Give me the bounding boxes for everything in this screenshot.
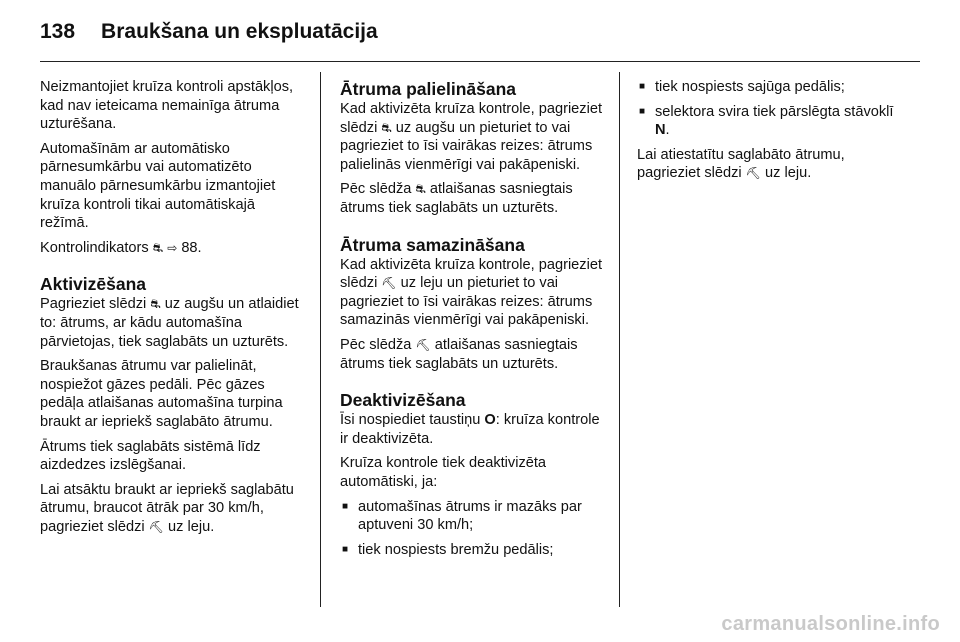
page-reference: 88. — [181, 239, 202, 256]
reference-arrow-icon: ⇨ — [167, 240, 178, 255]
cruise-up-icon: ⛐ — [381, 120, 392, 135]
column-2 — [340, 78, 606, 565]
paragraph — [340, 180, 606, 217]
watermark: carmanualsonline.info — [721, 613, 940, 635]
condition-list — [340, 498, 606, 560]
section-heading-activation: Aktivizēšana — [40, 274, 147, 295]
text-span: uz leju. — [765, 165, 812, 182]
text-span: Pēc slēdža — [340, 336, 412, 353]
list-item: ■ tiek nospiests bremžu pedālis; — [340, 541, 606, 560]
text-span: Lai atiestatītu saglabāto ātrumu, pagrieziet slēdzi — [637, 146, 845, 182]
list-item: ■ automašīnas ātrums ir mazāks par aptuveni 30 km/h; — [340, 498, 606, 535]
column-3 — [637, 78, 903, 189]
list-item: ■ tiek nospiests sajūga pedālis; — [637, 78, 903, 97]
text-span: Kad aktivizēta kruīza kontrole, pagrieziet slēdzi — [340, 256, 603, 292]
paragraph: Neizmantojiet kruīza kontroli apstākļos, kad nav ieteicama nemainīga ātruma uzturēšana. — [40, 79, 294, 133]
paragraph — [340, 256, 606, 330]
cruise-up-icon: ⛐ — [415, 182, 426, 197]
paragraph — [340, 411, 606, 448]
text-span: Pēc slēdža — [340, 181, 412, 198]
text-span: uz augšu un atlaidiet to: ātrums, ar kādu automašīna pārvietojas, tiek saglabāts un uzturēts. — [40, 296, 299, 350]
paragraph — [340, 336, 606, 373]
text-span: uz augšu un pieturiet to vai pagrieziet to īsi vairākas reizes: ātrums palielinās vienmērīgi vai pakāpeniski. — [340, 119, 593, 173]
paragraph: Braukšanas ātrumu var palielināt, nospiežot gāzes pedāli. Pēc gāzes pedāļa atlaišanas automašīna turpina braukt ar iepriekš saglabāto ātrumu. — [40, 358, 283, 430]
paragraph: Ātrums tiek saglabāts sistēmā līdz aizdedzes izslēgšanai. — [40, 438, 261, 474]
paragraph — [40, 239, 306, 258]
list-item — [637, 103, 903, 140]
column-divider-2 — [619, 72, 620, 607]
section-heading-decrease: Ātruma samazināšana — [340, 234, 525, 255]
paragraph — [40, 481, 306, 537]
cruise-down-icon: ⛏ — [381, 276, 397, 291]
text-span: uz leju un pieturiet to vai pagrieziet to īsi vairākas reizes: ātrums samazinās vienmērīgi vai pakāpeniski. — [340, 275, 593, 329]
condition-list-continued — [637, 78, 903, 140]
paragraph — [637, 146, 903, 183]
header-rule — [40, 61, 920, 62]
text-span: Īsi nospiediet taustiņu — [340, 412, 481, 429]
page-number: 138 — [40, 20, 76, 43]
text-span: atlaišanas sasniegtais ātrums tiek saglabāts un uzturēts. — [340, 181, 573, 216]
text-span: atlaišanas sasniegtais ātrums tiek saglabāts un uzturēts. — [340, 336, 578, 372]
off-button-icon: O — [484, 412, 496, 429]
cruise-up-icon: ⛐ — [150, 297, 161, 312]
cruise-down-icon: ⛏ — [148, 519, 164, 534]
text-span: . — [665, 122, 670, 139]
section-heading-increase: Ātruma palielināšana — [340, 79, 517, 99]
text-span: Lai atsāktu braukt ar iepriekš saglabātu ātrumu, braucot ātrāk par 30 km/h, pagrieziet slēdzi — [40, 481, 294, 535]
paragraph — [40, 295, 306, 351]
text-span: Kad aktivizēta kruīza kontrole, pagrieziet slēdzi — [340, 101, 603, 136]
gear-position-label: N — [655, 122, 666, 139]
text-span: Pagrieziet slēdzi — [40, 296, 147, 313]
text-span: selektora svira tiek pārslēgta stāvoklī — [655, 103, 894, 120]
page-title: Braukšana un ekspluatācija — [101, 20, 378, 43]
text-span: uz leju. — [168, 518, 215, 535]
column-1 — [40, 78, 306, 542]
cruise-down-icon: ⛏ — [415, 337, 431, 352]
paragraph — [340, 100, 606, 174]
page-header — [40, 14, 378, 50]
cruise-down-icon: ⛏ — [745, 166, 761, 181]
text-span: Kontrolindikators — [40, 239, 149, 256]
column-divider-1 — [320, 72, 321, 607]
section-heading-deactivation: Deaktivizēšana — [340, 390, 466, 411]
cruise-control-icon: ⛐ — [152, 240, 164, 255]
text-span: : kruīza kontrole ir deaktivizēta. — [340, 412, 600, 447]
paragraph: Automašīnām ar automātisko pārnesumkārbu vai automatizēto manuālo pārnesumkārbu izmantojiet kruīza kontroli tikai automātiskajā režīmā. — [40, 140, 276, 232]
paragraph: Kruīza kontrole tiek deaktivizēta automātiski, ja: — [340, 455, 547, 490]
